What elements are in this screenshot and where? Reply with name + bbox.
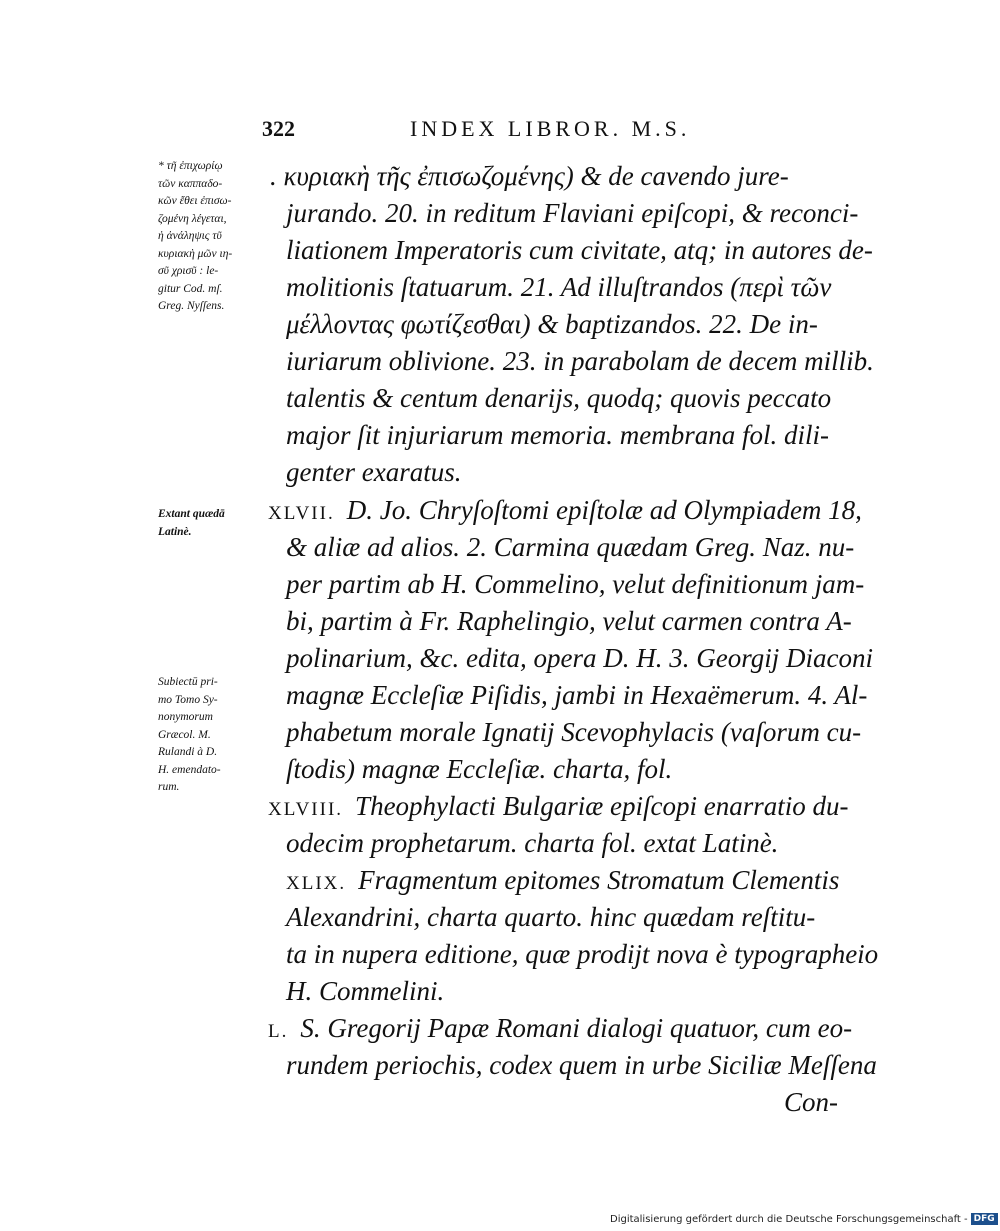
- body-line: bi, partim à Fr. Raphelingio, velut carmen contra A-: [286, 606, 852, 636]
- entry-heading-line: [268, 494, 862, 530]
- body-line: molitionis ſtatuarum. 21. Ad illuſtrandos (περὶ τῶν: [286, 272, 832, 302]
- margin-note-line: mo Tomo Sy-: [158, 693, 218, 706]
- entry-text: Fragmentum epitomes Stromatum Clementis: [358, 865, 840, 895]
- body-line: Alexandrini, charta quarto. hinc quædam reſtitu-: [286, 902, 816, 932]
- entry-heading-line: [268, 1012, 852, 1048]
- margin-note-line: * τῆ ἐπιχωρίῳ: [158, 160, 223, 172]
- margin-note-line: Latinè.: [158, 525, 192, 538]
- margin-note-line: gitur Cod. mſ.: [158, 282, 223, 295]
- margin-note-line: rum.: [158, 781, 180, 793]
- page-number: 322: [262, 116, 295, 141]
- body-line: iuriarum oblivione. 23. in parabolam de decem millib.: [286, 346, 874, 376]
- margin-note-line: Rulandi à D.: [158, 746, 218, 758]
- body-line: . κυριακὴ τῆς ἐπισωζομένης) & de cavendo jure-: [270, 161, 789, 191]
- margin-note-subiectu: [158, 674, 270, 797]
- margin-note-line: κῶν ἔθει ἐπισω-: [158, 195, 232, 207]
- margin-note-line: σῦ χρισῦ : le-: [158, 265, 219, 277]
- entry-text: D. Jo. Chryſoſtomi epiſtolæ ad Olympiadem 18,: [346, 495, 862, 525]
- body-line: phabetum morale Ignatij Scevophylacis (vaſorum cu-: [286, 717, 862, 747]
- body-line: magnæ Eccleſiæ Piſidis, jambi in Hexaëmerum. 4. Al-: [286, 680, 868, 710]
- margin-note-line: τῶν καππαδο-: [158, 177, 223, 190]
- entry-numeral: XLIX.: [286, 873, 347, 894]
- margin-note-greek: [158, 158, 270, 316]
- entry-text: S. Gregorij Papæ Romani dialogi quatuor, cum eo-: [300, 1013, 853, 1043]
- body-line: ſtodis) magnæ Eccleſiæ. charta, fol.: [286, 754, 673, 784]
- margin-note-line: Græcol. M.: [158, 728, 211, 741]
- margin-note-line: H. emendato-: [158, 763, 221, 776]
- body-line: liationem Imperatoris cum civitate, atq; in autores de-: [286, 235, 873, 265]
- body-line: H. Commelini.: [286, 976, 445, 1006]
- body-line: jurando. 20. in reditum Flaviani epiſcopi, & reconci-: [286, 198, 859, 228]
- catchword: Con-: [784, 1087, 838, 1117]
- margin-note-line: ζομένη λέγεται,: [158, 212, 227, 225]
- body-line: rundem periochis, codex quem in urbe Siciliæ Meſſena: [286, 1050, 877, 1080]
- digitization-footer: [610, 1213, 998, 1225]
- body-line: ta in nupera editione, quæ prodijt nova è typographeio: [286, 939, 879, 969]
- body-line: genter exaratus.: [286, 457, 462, 487]
- entry-heading-line: [286, 864, 839, 900]
- body-line: odecim prophetarum. charta fol. extat Latinè.: [286, 828, 779, 858]
- entry-numeral: XLVII.: [268, 503, 335, 524]
- body-line: major ſit injuriarum memoria. membrana fol. dili-: [286, 420, 830, 450]
- running-head: INDEX LIBROR. M.S.: [410, 116, 691, 141]
- margin-note-line: nonymorum: [158, 711, 213, 723]
- margin-note-line: Extant quædā: [158, 508, 225, 520]
- entry-heading-line: [268, 790, 849, 826]
- dfg-logo: DFG: [971, 1213, 998, 1225]
- margin-note-extant: [158, 506, 270, 541]
- footer-text: Digitalisierung gefördert durch die Deutsche Forschungsgemeinschaft -: [610, 1214, 968, 1225]
- margin-note-line: ἡ ἀνάληψις τῦ: [158, 230, 222, 242]
- entry-numeral: L.: [268, 1021, 289, 1042]
- margin-note-line: κυριακὴ μῶν ιη-: [158, 247, 233, 260]
- entry-numeral: XLVIII.: [268, 799, 344, 820]
- margin-note-line: Greg. Nyſſens.: [158, 300, 225, 312]
- body-line: talentis & centum denarijs, quodq; quovis peccato: [286, 383, 832, 413]
- page-header: [262, 116, 822, 146]
- body-line: polinarium, &c. edita, opera D. H. 3. Georgij Diaconi: [286, 643, 873, 673]
- margin-note-line: Subiectū pri-: [158, 676, 218, 688]
- body-line: & aliæ ad alios. 2. Carmina quædam Greg. Naz. nu-: [286, 532, 855, 562]
- body-line: μέλλοντας φωτίζεσθαι) & baptizandos. 22. De in-: [286, 309, 818, 339]
- entry-text: Theophylacti Bulgariæ epiſcopi enarratio du-: [355, 791, 849, 821]
- body-line: per partim ab H. Commelino, velut definitionum jam-: [286, 569, 865, 599]
